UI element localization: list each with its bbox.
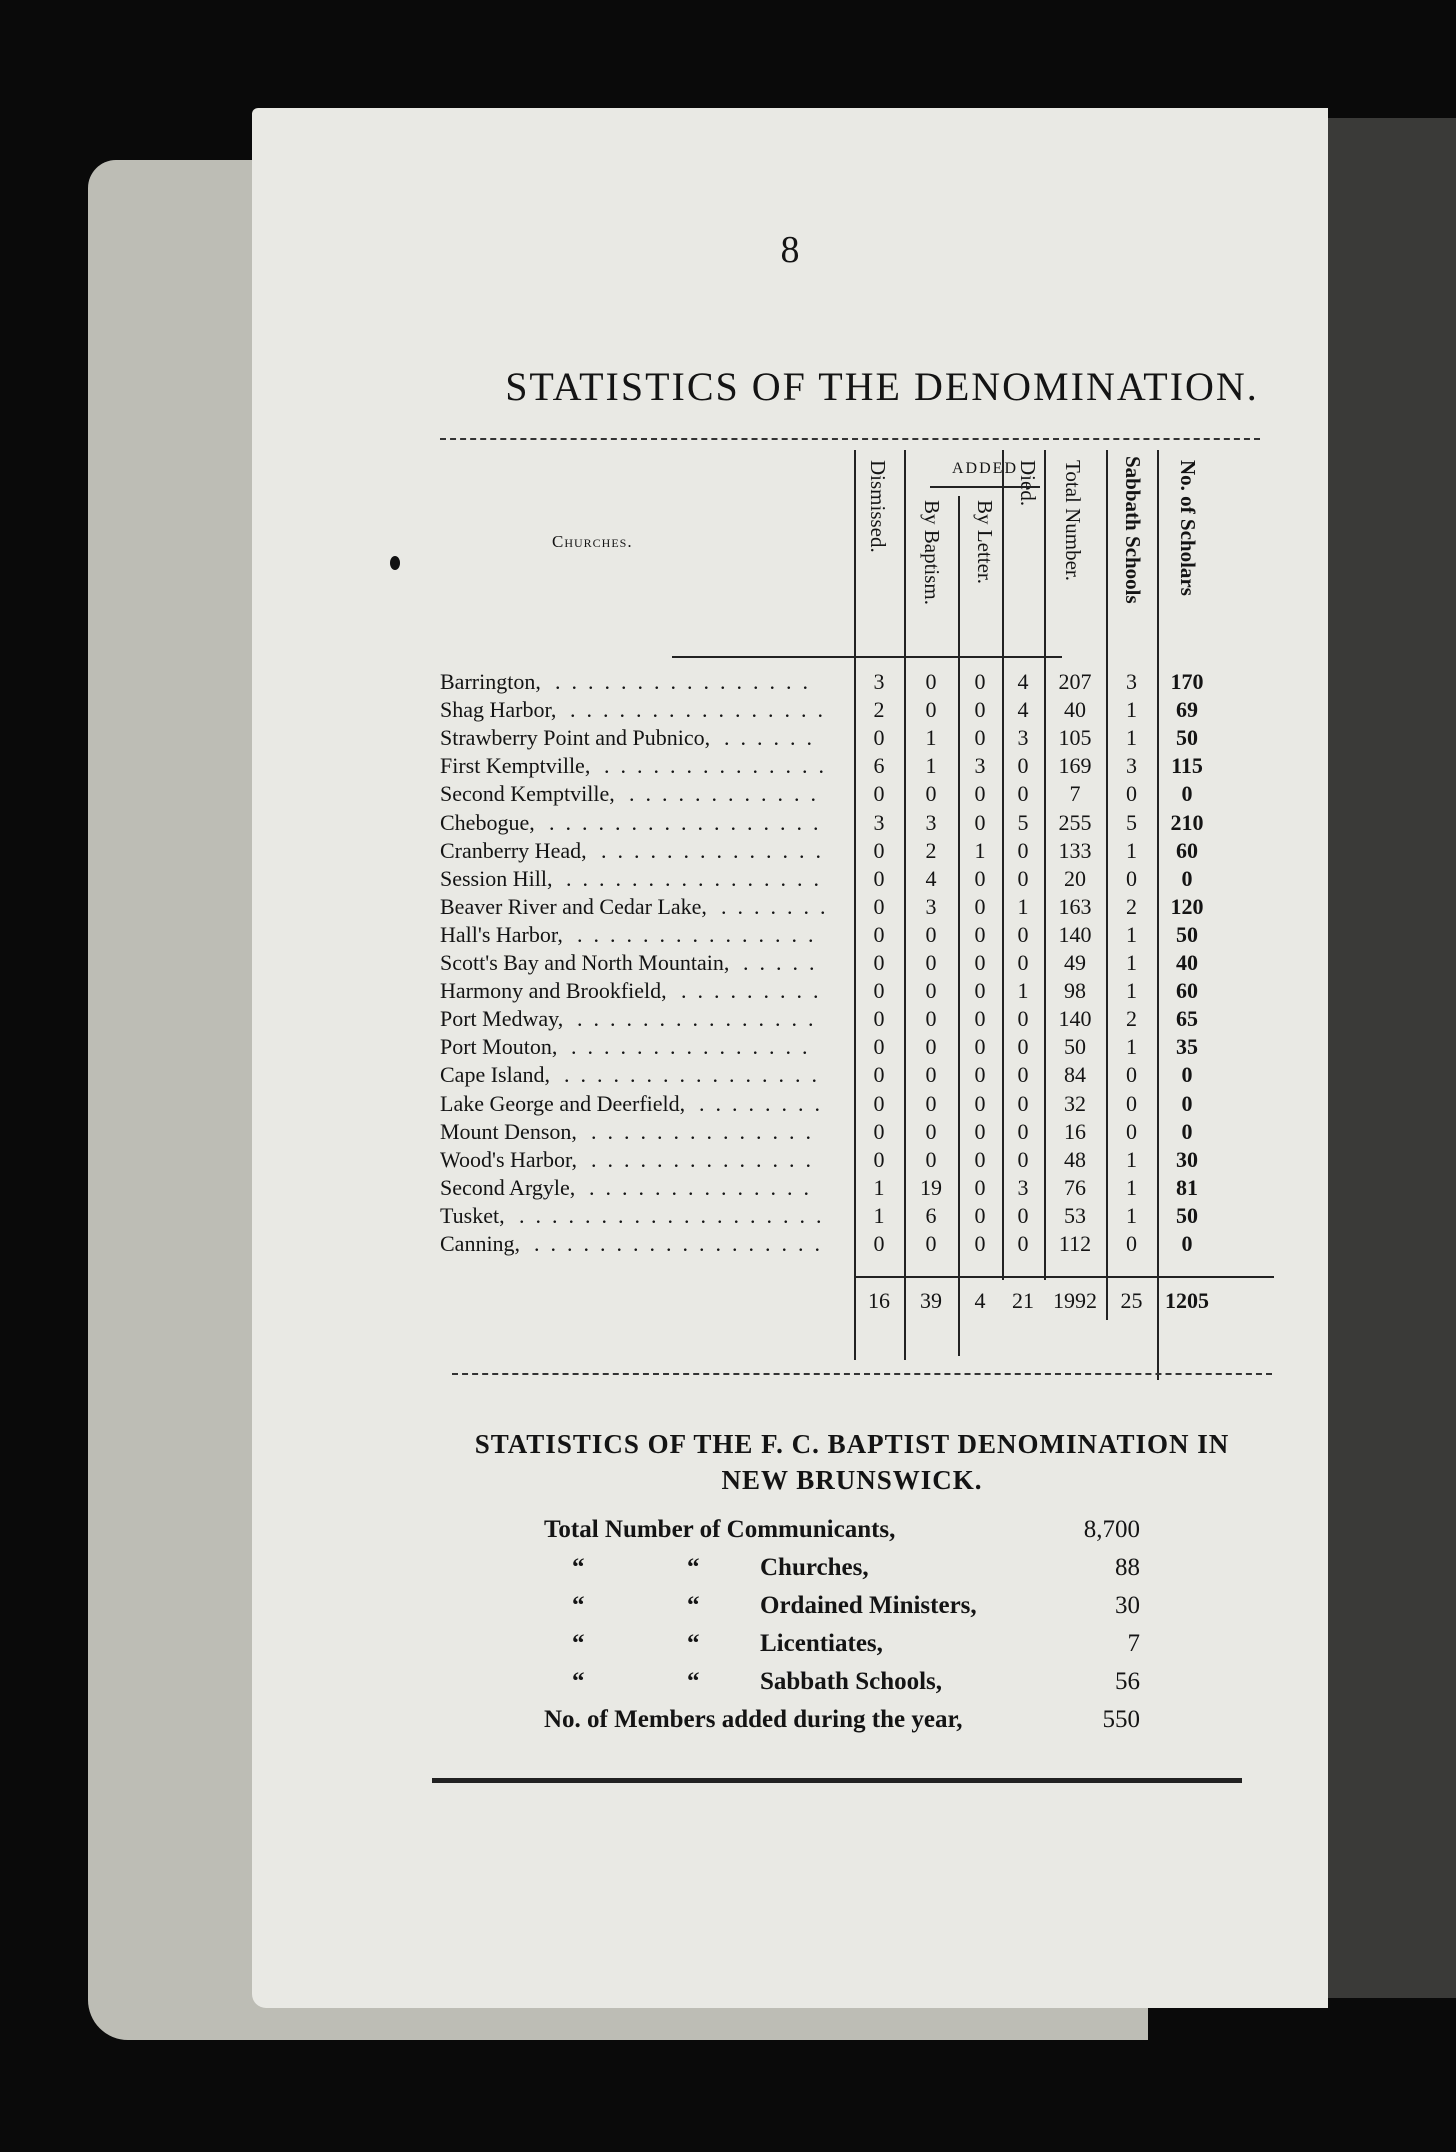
total-dismissed: 16 [868,1288,890,1313]
ditto-mark: “ [687,1554,700,1581]
table-row [252,1005,1328,1033]
cell-died: 1 [1017,978,1029,1004]
cell-schools: 1 [1126,837,1137,863]
cell-dismissed: 0 [873,781,885,807]
cell-dismissed: 0 [873,865,885,891]
bottom-rule [432,1778,1242,1783]
church-name: Second Kemptville, [440,781,615,807]
leader-dots: ........ [699,1090,831,1116]
cell-scholars: 120 [1170,893,1204,919]
cell-baptism: 0 [925,1090,937,1116]
total-total-number: 1992 [1053,1288,1097,1313]
cell-schools: 3 [1126,669,1137,694]
nb-value: 550 [1102,1706,1140,1733]
church-name: Hall's Harbor, [440,921,563,947]
cell-total: 84 [1064,1062,1086,1088]
table-row [252,1061,1328,1089]
church-name: Shag Harbor, [440,697,557,723]
header-sabbath-schools: Sabbath Schools [1121,456,1145,604]
church-name: Canning, [440,1231,521,1256]
church-name: Second Argyle, [440,1174,576,1200]
church-name: Scott's Bay and North Mountain, [440,950,730,975]
total-letter: 4 [974,1288,986,1313]
table-row [252,752,1328,780]
cell-scholars: 69 [1176,697,1198,723]
church-name: Tusket, [440,1202,505,1228]
cell-total: 40 [1064,697,1086,723]
cell-scholars: 210 [1170,809,1204,835]
cell-died: 0 [1017,781,1029,807]
header-added: ADDED [952,460,1018,477]
cell-letter: 3 [974,753,986,779]
cell-letter: 0 [974,865,986,891]
church-name: Harmony and Brookfield, [440,978,667,1004]
cell-schools: 2 [1126,1006,1137,1032]
cell-schools: 0 [1126,1231,1137,1256]
table-row [252,865,1328,893]
cell-scholars: 0 [1181,865,1193,891]
table-row [252,893,1328,921]
cell-died: 0 [1017,1118,1029,1144]
cell-baptism: 4 [925,865,937,891]
section-rule [452,1373,1272,1375]
cell-died: 3 [1017,1174,1029,1200]
cell-scholars: 50 [1176,725,1198,751]
leader-dots: .............. [591,1118,822,1144]
leader-dots: ..... [743,950,826,975]
cell-schools: 3 [1126,753,1137,779]
cell-dismissed: 0 [873,1034,885,1060]
total-sabbath-schools: 25 [1120,1288,1143,1313]
cell-baptism: 3 [925,893,937,919]
cell-baptism: 6 [925,1202,937,1228]
cell-letter: 0 [974,1006,986,1032]
cell-dismissed: 0 [873,1062,885,1088]
table-row [252,1118,1328,1146]
cell-dismissed: 3 [873,669,885,694]
table-row [252,921,1328,949]
nb-section-title [432,1426,1272,1498]
table-row [252,949,1328,977]
cell-dismissed: 0 [873,837,885,863]
nb-label: Licentiates, [760,1630,883,1657]
leader-dots: ................... [519,1202,833,1228]
cell-total: 140 [1058,921,1092,947]
cell-dismissed: 0 [873,1231,885,1256]
cell-baptism: 1 [925,753,937,779]
cell-schools: 1 [1126,921,1137,947]
total-died: 21 [1012,1288,1034,1313]
cell-scholars: 30 [1176,1146,1198,1172]
cell-baptism: 3 [925,809,937,835]
table-row [252,1230,1328,1258]
cell-letter: 0 [974,697,986,723]
leader-dots: .................. [534,1231,831,1256]
table-row [252,1146,1328,1174]
cell-letter: 0 [974,1034,986,1060]
cell-total: 7 [1069,781,1081,807]
nb-title-line1: STATISTICS OF THE F. C. BAPTIST DENOMINATION IN [474,1429,1230,1459]
page-title: STATISTICS OF THE DENOMINATION. [505,364,1259,409]
cell-dismissed: 0 [873,921,885,947]
ditto-mark: “ [572,1668,585,1695]
church-name: Port Medway, [440,1006,564,1032]
cell-schools: 0 [1126,1118,1137,1144]
binding-edge [1318,118,1456,1998]
cell-total: 112 [1058,1231,1092,1256]
cell-letter: 0 [974,1062,986,1088]
cell-baptism: 0 [925,697,937,723]
table-row [252,1174,1328,1202]
cell-scholars: 81 [1176,1174,1198,1200]
cell-baptism: 1 [925,725,937,751]
cell-schools: 1 [1126,1202,1137,1228]
church-name: Cranberry Head, [440,837,587,863]
nb-value: 30 [1115,1592,1140,1619]
cell-letter: 0 [974,921,986,947]
leader-dots: ................ [570,697,834,723]
cell-died: 0 [1017,921,1029,947]
cell-baptism: 0 [925,669,937,694]
cell-dismissed: 0 [873,725,885,751]
cell-letter: 0 [974,1118,986,1144]
church-name: Beaver River and Cedar Lake, [440,893,707,919]
cell-dismissed: 2 [873,697,885,723]
cell-died: 0 [1017,753,1029,779]
cell-total: 76 [1064,1174,1086,1200]
church-name: Session Hill, [440,865,553,891]
cell-baptism: 0 [925,978,937,1004]
cell-total: 163 [1058,893,1092,919]
cell-letter: 0 [974,978,986,1004]
document-page [252,108,1328,2008]
header-total-number: Total Number. [1061,460,1085,582]
cell-baptism: 0 [925,1006,937,1032]
ditto-mark: “ [572,1554,585,1581]
header-by-letter: By Letter. [973,500,997,584]
table-row [252,668,1328,696]
cell-total: 98 [1064,978,1086,1004]
table-row [252,724,1328,752]
added-underline [930,486,1040,488]
ditto-mark: “ [572,1630,585,1657]
nb-value: 8,700 [1083,1516,1140,1543]
cell-scholars: 0 [1181,1118,1193,1144]
cell-baptism: 0 [925,1062,937,1088]
cell-baptism: 0 [925,1118,937,1144]
table-row [252,809,1328,837]
header-scholars: No. of Scholars [1176,460,1200,596]
header-dismissed: Dismissed. [866,460,890,553]
cell-dismissed: 0 [873,1006,885,1032]
cell-letter: 0 [974,1202,986,1228]
ink-speck [390,556,400,570]
cell-baptism: 0 [925,1231,937,1256]
cell-died: 0 [1017,865,1029,891]
cell-total: 207 [1058,669,1092,694]
cell-letter: 1 [974,837,986,863]
total-scholars: 1205 [1165,1288,1209,1313]
cell-letter: 0 [974,669,986,694]
cell-dismissed: 6 [873,753,885,779]
cell-died: 0 [1017,1231,1029,1256]
cell-total: 20 [1064,865,1086,891]
church-name: Cape Island, [440,1062,550,1088]
nb-label: Total Number of Communicants, [544,1516,896,1543]
table-row [252,837,1328,865]
leader-dots: .............. [591,1146,822,1172]
cell-schools: 0 [1126,865,1137,891]
leader-dots: ......... [681,978,830,1004]
cell-scholars: 50 [1176,921,1198,947]
totals-row [252,1288,1328,1318]
cell-total: 48 [1064,1146,1086,1172]
leader-dots: ................ [564,1062,828,1088]
leader-dots: ................ [555,669,819,694]
cell-scholars: 170 [1170,669,1204,694]
leader-dots: ...... [724,725,823,751]
leader-dots: .............. [604,753,835,779]
cell-letter: 0 [974,1090,986,1116]
leader-dots: ............ [629,781,827,807]
cell-total: 53 [1064,1202,1086,1228]
ditto-mark: “ [687,1630,700,1657]
cell-died: 0 [1017,1146,1029,1172]
cell-dismissed: 0 [873,1118,885,1144]
page-number: 8 [780,229,800,271]
cell-schools: 1 [1126,978,1137,1004]
nb-label: Churches, [760,1554,869,1581]
cell-scholars: 50 [1176,1202,1198,1228]
cell-baptism: 0 [925,1146,937,1172]
cell-schools: 0 [1126,781,1137,807]
leader-dots: ............... [577,1006,825,1032]
church-name: Strawberry Point and Pubnico, [440,725,711,751]
church-name: Wood's Harbor, [440,1146,577,1172]
cell-letter: 0 [974,781,986,807]
nb-label: Ordained Ministers, [760,1592,977,1619]
cell-scholars: 0 [1181,1231,1193,1256]
nb-value: 88 [1115,1554,1140,1581]
ditto-mark: “ [572,1592,585,1619]
cell-total: 16 [1064,1118,1086,1144]
table-row [252,1090,1328,1118]
cell-schools: 1 [1126,725,1137,751]
cell-schools: 0 [1126,1062,1137,1088]
cell-total: 50 [1064,1034,1086,1060]
church-name: Lake George and Deerfield, [440,1090,686,1116]
nb-value: 56 [1115,1668,1140,1695]
leader-dots: ................ [566,865,830,891]
church-name: Port Mouton, [440,1034,558,1060]
cell-dismissed: 0 [873,950,885,975]
cell-schools: 1 [1126,697,1137,723]
church-name: First Kemptville, [440,753,591,779]
nb-label: Sabbath Schools, [760,1668,943,1695]
cell-dismissed: 0 [873,1146,885,1172]
cell-total: 32 [1064,1090,1086,1116]
cell-scholars: 0 [1181,1090,1193,1116]
cell-letter: 0 [974,725,986,751]
church-name: Chebogue, [440,809,535,835]
cell-dismissed: 0 [873,1090,885,1116]
cell-died: 0 [1017,1202,1029,1228]
cell-scholars: 60 [1176,978,1198,1004]
cell-baptism: 0 [925,781,937,807]
ditto-mark: “ [687,1668,700,1695]
table-row [252,1202,1328,1230]
cell-dismissed: 3 [873,809,885,835]
cell-scholars: 65 [1176,1006,1198,1032]
header-by-baptism: By Baptism. [920,500,944,606]
nb-label: No. of Members added during the year, [544,1706,963,1733]
cell-dismissed: 0 [873,978,885,1004]
top-rule [440,438,1260,440]
cell-died: 0 [1017,1034,1029,1060]
table-row [252,977,1328,1005]
total-baptism: 39 [920,1288,942,1313]
cell-letter: 0 [974,1174,986,1200]
cell-dismissed: 0 [873,893,885,919]
cell-scholars: 40 [1176,950,1198,975]
cell-schools: 0 [1126,1090,1137,1116]
cell-schools: 1 [1126,1034,1137,1060]
cell-letter: 0 [974,893,986,919]
cell-scholars: 0 [1181,1062,1193,1088]
leader-dots: .............. [589,1174,820,1200]
cell-died: 4 [1017,697,1029,723]
cell-died: 5 [1017,809,1029,835]
cell-letter: 0 [974,1146,986,1172]
cell-baptism: 0 [925,921,937,947]
church-name: Mount Denson, [440,1118,577,1144]
cell-died: 4 [1017,669,1029,694]
cell-baptism: 19 [920,1174,942,1200]
cell-letter: 0 [974,809,986,835]
totals-rule [854,1276,1274,1278]
cell-schools: 2 [1126,893,1137,919]
cell-died: 0 [1017,950,1029,975]
cell-total: 169 [1058,753,1092,779]
cell-died: 3 [1017,725,1029,751]
cell-scholars: 60 [1176,837,1198,863]
cell-died: 0 [1017,837,1029,863]
leader-dots: ....... [721,893,837,919]
cell-schools: 1 [1126,1146,1137,1172]
church-name: Barrington, [440,669,541,694]
cell-total: 105 [1058,725,1092,751]
cell-scholars: 35 [1176,1034,1198,1060]
leader-dots: ................. [549,809,830,835]
cell-total: 255 [1058,809,1092,835]
cell-baptism: 0 [925,1034,937,1060]
cell-schools: 1 [1126,950,1137,975]
cell-died: 0 [1017,1062,1029,1088]
leader-dots: ............... [571,1034,819,1060]
cell-scholars: 0 [1181,781,1193,807]
cell-baptism: 0 [925,950,937,975]
header-died: Died. [1016,460,1040,507]
cell-died: 0 [1017,1090,1029,1116]
cell-schools: 1 [1126,1174,1137,1200]
table-row [252,1033,1328,1061]
cell-scholars: 115 [1171,753,1203,779]
cell-total: 49 [1064,950,1086,975]
cell-letter: 0 [974,950,986,975]
cell-schools: 5 [1126,809,1137,835]
ditto-mark: “ [687,1592,700,1619]
cell-total: 133 [1058,837,1092,863]
cell-letter: 0 [974,1231,986,1256]
table-row [252,780,1328,808]
cell-died: 0 [1017,1006,1029,1032]
nb-value: 7 [1127,1630,1140,1657]
cell-died: 1 [1017,893,1029,919]
table-row [252,696,1328,724]
cell-total: 140 [1058,1006,1092,1032]
leader-dots: .............. [601,837,832,863]
header-churches: Churches. [552,532,633,551]
nb-title-line2: NEW BRUNSWICK. [721,1465,983,1495]
cell-dismissed: 1 [873,1174,885,1200]
leader-dots: ............... [577,921,825,947]
cell-baptism: 2 [925,837,937,863]
cell-dismissed: 1 [873,1202,885,1228]
